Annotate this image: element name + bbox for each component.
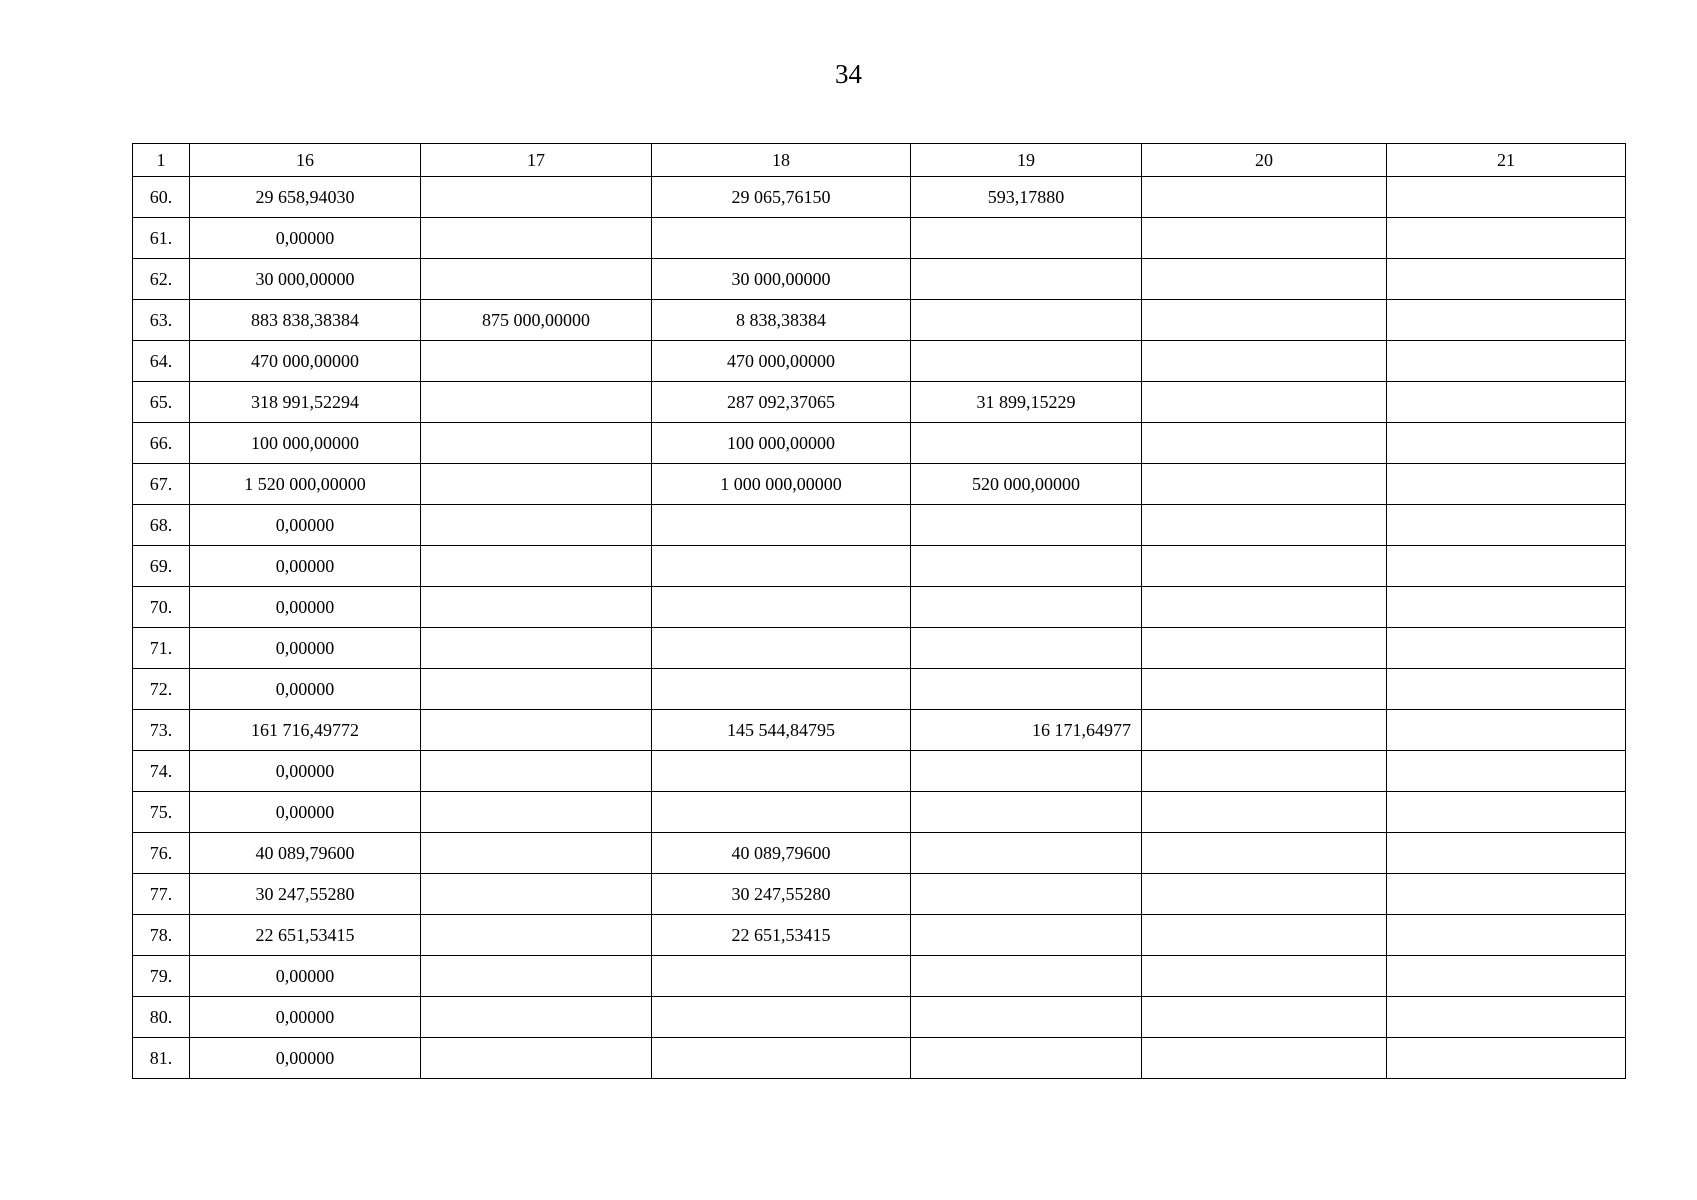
table-cell — [1387, 464, 1626, 505]
table-cell: 0,00000 — [190, 505, 421, 546]
table-cell — [1387, 505, 1626, 546]
row-number-cell: 70. — [133, 587, 190, 628]
table-cell — [1387, 382, 1626, 423]
table-cell: 40 089,79600 — [190, 833, 421, 874]
table-cell — [421, 505, 652, 546]
header-row — [133, 144, 1626, 177]
table-cell — [421, 546, 652, 587]
page-number: 34 — [835, 59, 862, 89]
table-cell: 0,00000 — [190, 587, 421, 628]
table-cell — [421, 423, 652, 464]
table-cell: 1 000 000,00000 — [652, 464, 911, 505]
table-cell: 0,00000 — [190, 546, 421, 587]
table-row — [133, 177, 1626, 218]
table-cell — [911, 423, 1142, 464]
table-cell — [1387, 300, 1626, 341]
table-row — [133, 382, 1626, 423]
table-row — [133, 956, 1626, 997]
row-number-cell: 77. — [133, 874, 190, 915]
table-cell — [1142, 546, 1387, 587]
table-cell — [1387, 710, 1626, 751]
table-cell: 520 000,00000 — [911, 464, 1142, 505]
table-cell — [1142, 382, 1387, 423]
table-cell: 22 651,53415 — [190, 915, 421, 956]
table-cell — [421, 792, 652, 833]
table-cell: 0,00000 — [190, 956, 421, 997]
row-number-cell: 67. — [133, 464, 190, 505]
table-cell — [1142, 997, 1387, 1038]
table-cell — [421, 669, 652, 710]
table-cell — [652, 751, 911, 792]
table-cell — [421, 710, 652, 751]
table-cell: 29 658,94030 — [190, 177, 421, 218]
table-cell — [1387, 792, 1626, 833]
table-cell — [1142, 587, 1387, 628]
table-body — [133, 177, 1626, 1079]
row-number-cell: 73. — [133, 710, 190, 751]
table-cell — [421, 997, 652, 1038]
column-header-0: 1 — [133, 144, 190, 177]
table-cell — [911, 218, 1142, 259]
table-cell — [652, 1038, 911, 1079]
table-cell: 883 838,38384 — [190, 300, 421, 341]
table-cell: 161 716,49772 — [190, 710, 421, 751]
row-number-cell: 80. — [133, 997, 190, 1038]
row-number-cell: 81. — [133, 1038, 190, 1079]
table-cell — [1142, 464, 1387, 505]
table-cell — [1142, 956, 1387, 997]
table-cell — [1142, 341, 1387, 382]
data-table — [132, 143, 1626, 1079]
table-cell — [1142, 915, 1387, 956]
table-row — [133, 710, 1626, 751]
table-cell — [911, 259, 1142, 300]
table-cell — [911, 751, 1142, 792]
row-number-cell: 66. — [133, 423, 190, 464]
table-cell: 0,00000 — [190, 997, 421, 1038]
table-cell: 29 065,76150 — [652, 177, 911, 218]
table-cell — [1387, 259, 1626, 300]
table-cell — [911, 915, 1142, 956]
row-number-cell: 60. — [133, 177, 190, 218]
table-cell — [1387, 628, 1626, 669]
column-header-2: 17 — [421, 144, 652, 177]
table-row — [133, 505, 1626, 546]
table-cell — [421, 751, 652, 792]
row-number-cell: 63. — [133, 300, 190, 341]
table-cell: 0,00000 — [190, 628, 421, 669]
column-header-5: 20 — [1142, 144, 1387, 177]
column-header-6: 21 — [1387, 144, 1626, 177]
table-row — [133, 751, 1626, 792]
table-cell — [1387, 177, 1626, 218]
table-cell — [652, 218, 911, 259]
column-header-4: 19 — [911, 144, 1142, 177]
table-cell — [1387, 341, 1626, 382]
table-cell: 22 651,53415 — [652, 915, 911, 956]
table-cell — [1142, 628, 1387, 669]
table-row — [133, 341, 1626, 382]
table-cell — [1387, 546, 1626, 587]
row-number-cell: 71. — [133, 628, 190, 669]
table-cell: 0,00000 — [190, 218, 421, 259]
table-cell — [652, 546, 911, 587]
table-cell — [911, 505, 1142, 546]
table-cell — [1142, 300, 1387, 341]
table-cell — [1142, 874, 1387, 915]
table-cell — [1142, 792, 1387, 833]
table-row — [133, 833, 1626, 874]
table-cell: 8 838,38384 — [652, 300, 911, 341]
table-row — [133, 587, 1626, 628]
table-cell — [652, 956, 911, 997]
row-number-cell: 76. — [133, 833, 190, 874]
table-cell — [421, 464, 652, 505]
table-cell — [1387, 956, 1626, 997]
table-cell — [911, 874, 1142, 915]
column-header-1: 16 — [190, 144, 421, 177]
table-cell: 31 899,15229 — [911, 382, 1142, 423]
table-cell: 0,00000 — [190, 1038, 421, 1079]
table-cell — [1387, 997, 1626, 1038]
table-cell — [421, 177, 652, 218]
table-cell: 0,00000 — [190, 792, 421, 833]
table-row — [133, 792, 1626, 833]
table-row — [133, 915, 1626, 956]
row-number-cell: 74. — [133, 751, 190, 792]
column-header-3: 18 — [652, 144, 911, 177]
table-cell — [421, 874, 652, 915]
row-number-cell: 65. — [133, 382, 190, 423]
table-cell: 30 247,55280 — [652, 874, 911, 915]
table-cell — [911, 300, 1142, 341]
table-cell — [911, 956, 1142, 997]
table-cell — [1142, 710, 1387, 751]
table-cell — [1387, 751, 1626, 792]
table-cell: 875 000,00000 — [421, 300, 652, 341]
row-number-cell: 68. — [133, 505, 190, 546]
table-cell: 287 092,37065 — [652, 382, 911, 423]
table-cell — [1142, 218, 1387, 259]
table-cell — [1142, 1038, 1387, 1079]
table-cell — [911, 587, 1142, 628]
table-cell — [1142, 177, 1387, 218]
table-cell — [421, 1038, 652, 1079]
table-cell — [652, 997, 911, 1038]
table-cell — [652, 587, 911, 628]
table-cell — [1387, 587, 1626, 628]
table-row — [133, 464, 1626, 505]
table-cell — [911, 669, 1142, 710]
table-cell: 593,17880 — [911, 177, 1142, 218]
table-header — [133, 144, 1626, 177]
table-cell: 30 000,00000 — [652, 259, 911, 300]
table-row — [133, 259, 1626, 300]
table-cell: 30 247,55280 — [190, 874, 421, 915]
table-cell — [421, 218, 652, 259]
table-cell — [652, 792, 911, 833]
table-cell — [1387, 423, 1626, 464]
table-row — [133, 300, 1626, 341]
table-cell — [911, 546, 1142, 587]
table-row — [133, 669, 1626, 710]
table-cell — [421, 833, 652, 874]
table-cell — [421, 628, 652, 669]
table-cell: 30 000,00000 — [190, 259, 421, 300]
row-number-cell: 61. — [133, 218, 190, 259]
row-number-cell: 64. — [133, 341, 190, 382]
row-number-cell: 69. — [133, 546, 190, 587]
table-cell — [1387, 874, 1626, 915]
table-cell — [421, 259, 652, 300]
table-cell — [1387, 833, 1626, 874]
table-cell: 318 991,52294 — [190, 382, 421, 423]
table-cell — [911, 628, 1142, 669]
table-cell — [1142, 751, 1387, 792]
table-cell: 16 171,64977 — [911, 710, 1142, 751]
table-cell: 470 000,00000 — [652, 341, 911, 382]
table-cell — [421, 587, 652, 628]
table-cell — [911, 792, 1142, 833]
table-cell — [911, 997, 1142, 1038]
table-cell — [1142, 505, 1387, 546]
table-cell — [652, 669, 911, 710]
table-cell — [421, 341, 652, 382]
table-cell — [911, 833, 1142, 874]
table-cell — [1142, 833, 1387, 874]
table-row — [133, 997, 1626, 1038]
table-row — [133, 546, 1626, 587]
table-cell — [1142, 259, 1387, 300]
table-cell — [652, 505, 911, 546]
table-row — [133, 1038, 1626, 1079]
row-number-cell: 79. — [133, 956, 190, 997]
table-cell: 100 000,00000 — [652, 423, 911, 464]
table-cell: 0,00000 — [190, 669, 421, 710]
table-cell — [911, 1038, 1142, 1079]
table-cell — [1142, 669, 1387, 710]
table-cell — [421, 915, 652, 956]
table-row — [133, 218, 1626, 259]
table-cell — [652, 628, 911, 669]
table-cell: 145 544,84795 — [652, 710, 911, 751]
row-number-cell: 72. — [133, 669, 190, 710]
table-row — [133, 628, 1626, 669]
table-cell — [421, 956, 652, 997]
table-row — [133, 423, 1626, 464]
table-row — [133, 874, 1626, 915]
row-number-cell: 62. — [133, 259, 190, 300]
table-cell — [1387, 669, 1626, 710]
table-cell — [1387, 915, 1626, 956]
table-cell: 470 000,00000 — [190, 341, 421, 382]
table-cell — [1142, 423, 1387, 464]
table-cell: 40 089,79600 — [652, 833, 911, 874]
table-cell: 0,00000 — [190, 751, 421, 792]
row-number-cell: 78. — [133, 915, 190, 956]
table-cell — [1387, 218, 1626, 259]
table-cell — [421, 382, 652, 423]
table-cell — [911, 341, 1142, 382]
row-number-cell: 75. — [133, 792, 190, 833]
table-cell: 1 520 000,00000 — [190, 464, 421, 505]
table-cell: 100 000,00000 — [190, 423, 421, 464]
table-cell — [1387, 1038, 1626, 1079]
